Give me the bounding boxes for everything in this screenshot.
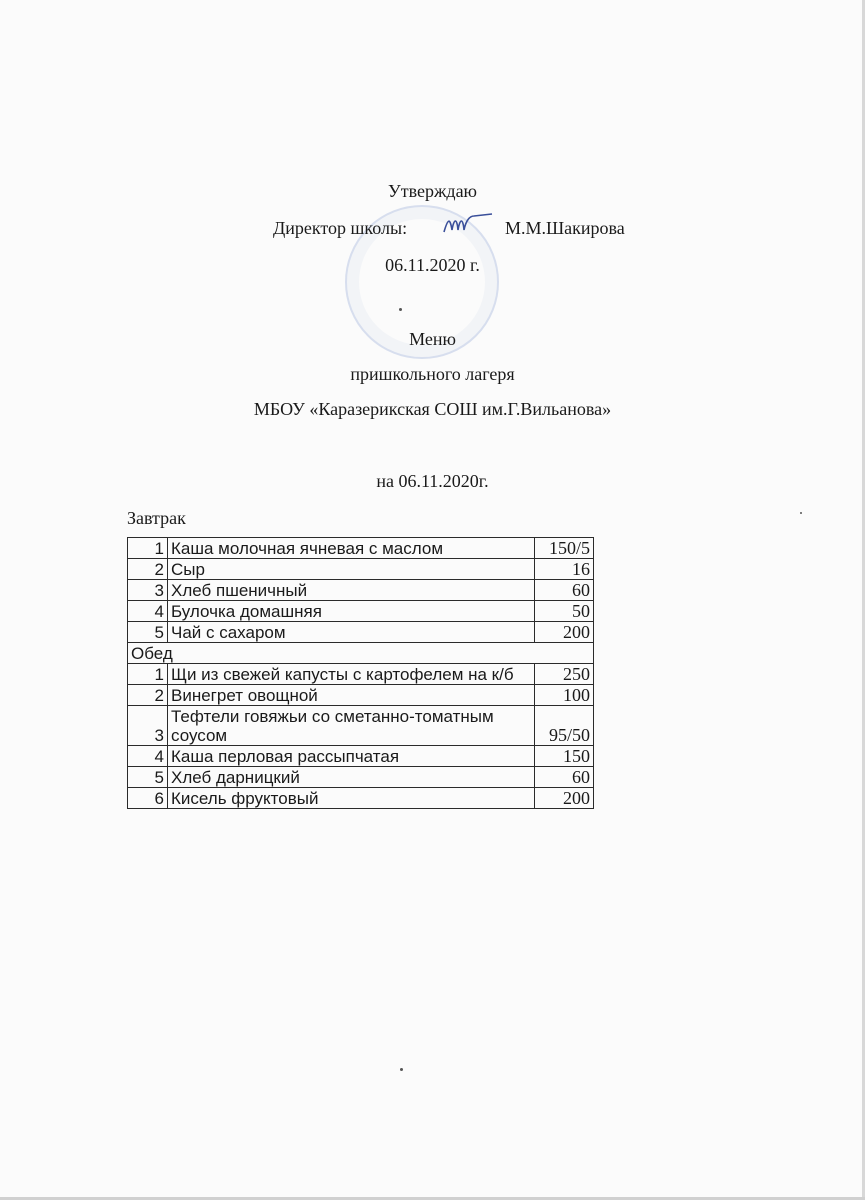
table-row: [128, 706, 594, 746]
approval-heading: Утверждаю: [387, 181, 478, 201]
dish-name: Чай с сахаром: [168, 622, 535, 643]
speck: [800, 512, 802, 514]
section-row: [128, 643, 594, 664]
dish-name: Хлеб пшеничный: [168, 580, 535, 601]
table-row: [128, 580, 594, 601]
director-signature: [440, 208, 500, 238]
dish-name: Каша перловая рассыпчатая: [168, 746, 535, 767]
dish-name: Сыр: [168, 559, 535, 580]
portion-size: 150/5: [535, 538, 594, 559]
portion-size: 200: [535, 788, 594, 809]
speck: [400, 1068, 403, 1071]
portion-size: 250: [535, 664, 594, 685]
portion-size: 100: [535, 685, 594, 706]
table-row: [128, 767, 594, 788]
table-row: [128, 559, 594, 580]
item-number: 2: [128, 559, 168, 580]
dish-name: Винегрет овощной: [168, 685, 535, 706]
table-row: [128, 538, 594, 559]
table-row: [128, 788, 594, 809]
dish-name: Хлеб дарницкий: [168, 767, 535, 788]
item-number: 2: [128, 685, 168, 706]
item-number: 6: [128, 788, 168, 809]
dish-name: Булочка домашняя: [168, 601, 535, 622]
director-label: Директор школы:: [273, 218, 408, 238]
breakfast-label: Завтрак: [127, 508, 186, 528]
portion-size: 16: [535, 559, 594, 580]
item-number: 4: [128, 746, 168, 767]
dish-name: Щи из свежей капусты с картофелем на к/б: [168, 664, 535, 685]
dish-name: Тефтели говяжьи со сметанно-томатным соусом: [168, 706, 535, 746]
lunch-label: Обед: [128, 643, 594, 664]
table-row: [128, 664, 594, 685]
item-number: 5: [128, 767, 168, 788]
table-row: [128, 685, 594, 706]
approval-date: 06.11.2020 г.: [385, 255, 480, 275]
portion-size: 60: [535, 767, 594, 788]
camp-subtitle: пришкольного лагеря: [350, 364, 515, 384]
portion-size: 150: [535, 746, 594, 767]
menu-table: [127, 537, 594, 809]
item-number: 4: [128, 601, 168, 622]
menu-title: Меню: [409, 329, 456, 349]
director-name: М.М.Шакирова: [505, 218, 625, 238]
portion-size: 95/50: [535, 706, 594, 746]
speck: [399, 308, 402, 311]
portion-size: 50: [535, 601, 594, 622]
table-row: [128, 622, 594, 643]
item-number: 3: [128, 580, 168, 601]
item-number: 1: [128, 538, 168, 559]
item-number: 1: [128, 664, 168, 685]
table-row: [128, 746, 594, 767]
dish-name: Кисель фруктовый: [168, 788, 535, 809]
table-row: [128, 601, 594, 622]
school-name: МБОУ «Каразерикская СОШ им.Г.Вильанова»: [253, 399, 612, 419]
menu-date: на 06.11.2020г.: [376, 471, 489, 491]
portion-size: 200: [535, 622, 594, 643]
dish-name: Каша молочная ячневая с маслом: [168, 538, 535, 559]
portion-size: 60: [535, 580, 594, 601]
item-number: 5: [128, 622, 168, 643]
item-number: 3: [128, 706, 168, 746]
